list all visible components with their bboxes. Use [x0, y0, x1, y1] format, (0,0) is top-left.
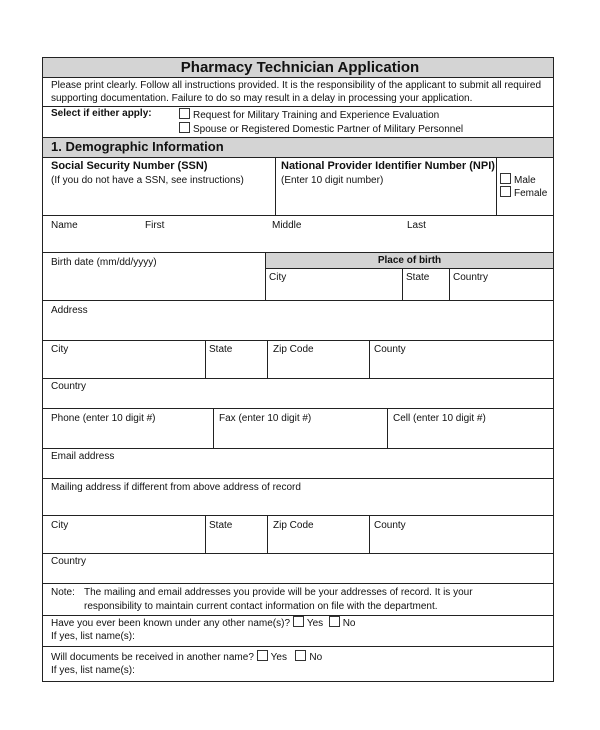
place-of-birth-label: Place of birth	[377, 255, 442, 266]
mailing-address-label: Mailing address if different from above address of record	[51, 482, 301, 493]
male-checkbox[interactable]	[500, 173, 536, 187]
birth-date-label: Birth date (mm/dd/yyyy)	[51, 257, 157, 268]
intro-line-1: Please print clearly. Follow all instructions provided. It is the responsibility of the applicant to submit all required	[51, 80, 542, 91]
other-names-question	[51, 616, 356, 630]
no-label: No	[309, 652, 323, 663]
male-label: Male	[514, 175, 536, 186]
name-label: Name	[51, 220, 78, 231]
npi-hint: (Enter 10 digit number)	[281, 175, 384, 186]
documents-list-label: If yes, list name(s):	[51, 665, 135, 676]
intro-line-2: supporting documentation. Failure to do so may result in a delay in processing your application.	[51, 93, 473, 104]
ssn-hint: (If you do not have a SSN, see instructions)	[51, 175, 244, 186]
option-label: Spouse or Registered Domestic Partner of Military Personnel	[193, 124, 464, 135]
female-label: Female	[514, 188, 548, 199]
no-label: No	[342, 618, 356, 629]
yes-label: Yes	[270, 652, 287, 663]
ssn-label: Social Security Number (SSN)	[51, 160, 208, 172]
mailing-county-label: County	[374, 520, 406, 531]
yes-label: Yes	[306, 618, 324, 629]
section-title: 1. Demographic Information	[51, 139, 224, 154]
cell-label: Cell (enter 10 digit #)	[393, 413, 486, 424]
first-name-label: First	[145, 220, 165, 231]
mailing-city-label: City	[51, 520, 69, 531]
last-name-label: Last	[407, 220, 426, 231]
npi-label: National Provider Identifier Number (NPI)	[281, 160, 495, 172]
documents-yes-checkbox[interactable]	[257, 652, 287, 663]
country-label: Country	[51, 381, 87, 392]
other-names-list-label: If yes, list name(s):	[51, 631, 135, 642]
military-training-checkbox[interactable]	[179, 108, 439, 122]
middle-name-label: Middle	[272, 220, 302, 231]
note-line-2: responsibility to maintain current contact information on file with the department.	[84, 601, 438, 612]
documents-no-checkbox[interactable]	[295, 652, 322, 663]
question-text: Will documents be received in another name?	[51, 652, 254, 663]
mailing-state-label: State	[209, 520, 233, 531]
question-text: Have you ever been known under any other name(s)?	[51, 618, 291, 629]
other-names-yes-checkbox[interactable]	[293, 618, 323, 629]
birth-state-label: State	[406, 272, 430, 283]
state-label: State	[209, 344, 233, 355]
other-names-no-checkbox[interactable]	[329, 618, 356, 629]
select-label: Select if either apply:	[51, 108, 152, 119]
phone-label: Phone (enter 10 digit #)	[51, 413, 156, 424]
mailing-zip-label: Zip Code	[273, 520, 314, 531]
address-label: Address	[51, 305, 88, 316]
city-label: City	[51, 344, 69, 355]
military-spouse-checkbox[interactable]	[179, 122, 463, 136]
county-label: County	[374, 344, 406, 355]
note-line-1: The mailing and email addresses you provide will be your addresses of record. It is your	[84, 587, 473, 598]
form-title: Pharmacy Technician Application	[180, 59, 420, 76]
female-checkbox[interactable]	[500, 186, 547, 200]
zip-label: Zip Code	[273, 344, 314, 355]
fax-label: Fax (enter 10 digit #)	[219, 413, 312, 424]
birth-country-label: Country	[453, 272, 489, 283]
option-label: Request for Military Training and Experience Evaluation	[193, 110, 440, 121]
birth-city-label: City	[269, 272, 287, 283]
note-label: Note:	[51, 587, 75, 598]
mailing-country-label: Country	[51, 556, 87, 567]
documents-question	[51, 650, 322, 664]
email-label: Email address	[51, 451, 115, 462]
